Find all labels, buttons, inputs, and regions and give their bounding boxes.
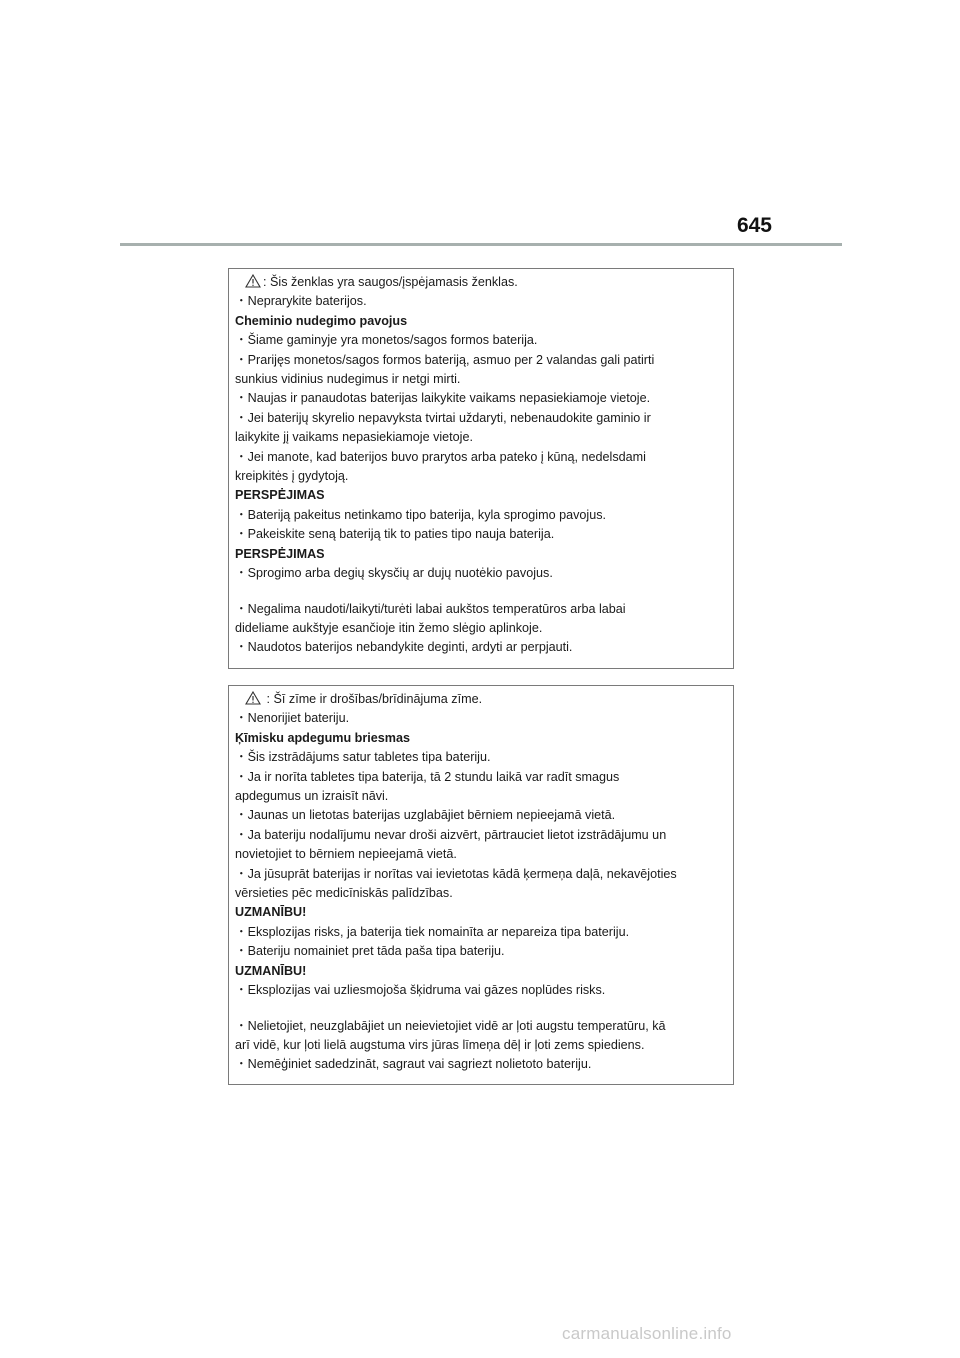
- warning-line: ・Nenorijiet bateriju.: [235, 711, 350, 726]
- warning-box-latvian: [228, 685, 734, 1085]
- watermark: carmanualsonline.info: [562, 1324, 732, 1343]
- warning-line: ・Jei baterijų skyrelio nepavyksta tvirtai uždaryti, nebenaudokite gaminio ir: [235, 410, 651, 425]
- warning-box-lithuanian: [228, 268, 734, 669]
- warning-line: vērsieties pēc medicīniskās palīdzības.: [235, 886, 453, 901]
- warning-title: [235, 690, 727, 709]
- header-rule: [120, 243, 842, 246]
- warning-line: ・Negalima naudoti/laikyti/turėti labai aukštos temperatūros arba labai: [235, 601, 626, 616]
- spacer: [235, 584, 727, 600]
- warning-line: ・Bateriją pakeitus netinkamo tipo baterija, kyla sprogimo pavojus.: [235, 507, 607, 522]
- warning-line: dideliame aukštyje esančioje itin žemo slėgio aplinkoje.: [235, 620, 543, 635]
- warning-heading: PERSPĖJIMAS: [235, 546, 325, 561]
- warning-line: apdegumus un izraisīt nāvi.: [235, 789, 389, 804]
- warning-heading: UZMANĪBU!: [235, 963, 307, 978]
- warning-line: ・Neprarykite baterijos.: [235, 294, 367, 309]
- warning-title-text: : Šī zīme ir drošības/brīdinājuma zīme.: [266, 692, 483, 706]
- warning-line: ・Šiame gaminyje yra monetos/sagos formos baterija.: [235, 333, 538, 348]
- warning-heading: PERSPĖJIMAS: [235, 488, 325, 503]
- warning-line: arī vidē, kur ļoti lielā augstuma virs jūras līmeņa dēļ ir ļoti zems spiediens.: [235, 1037, 645, 1052]
- warning-line: ・Jaunas un lietotas baterijas uzglabājiet bērniem nepieejamā vietā.: [235, 808, 616, 823]
- warning-line: ・Ja jūsuprāt baterijas ir norītas vai ievietotas kādā ķermeņa daļā, nekavējoties: [235, 866, 677, 881]
- warning-line: ・Nelietojiet, neuzglabājiet un neievietojiet vidē ar ļoti augstu temperatūru, kā: [235, 1018, 666, 1033]
- warning-line: ・Šis izstrādājums satur tabletes tipa bateriju.: [235, 750, 491, 765]
- warning-triangle-icon: [245, 691, 261, 705]
- warning-line: ・Eksplozijas vai uzliesmojoša šķidruma vai gāzes noplūdes risks.: [235, 983, 606, 998]
- warning-heading: Cheminio nudegimo pavojus: [235, 313, 408, 328]
- warning-line: ・Naujas ir panaudotas baterijas laikykite vaikams nepasiekiamoje vietoje.: [235, 391, 651, 406]
- warning-heading: UZMANĪBU!: [235, 905, 307, 920]
- warning-heading: Ķīmisku apdegumu briesmas: [235, 730, 410, 745]
- warning-line: novietojiet to bērniem nepieejamā vietā.: [235, 847, 457, 862]
- warning-line: ・Bateriju nomainiet pret tāda paša tipa bateriju.: [235, 944, 505, 959]
- warning-line: ・Prarijęs monetos/sagos formos bateriją, asmuo per 2 valandas gali patirti: [235, 352, 655, 367]
- warning-line: ・Sprogimo arba degių skysčių ar dujų nuotėkio pavojus.: [235, 566, 553, 581]
- spacer: [235, 1001, 727, 1017]
- warning-title-text: : Šis ženklas yra saugos/įspėjamasis ženklas.: [263, 275, 518, 289]
- warning-triangle-icon: [245, 274, 261, 288]
- warning-line: ・Eksplozijas risks, ja baterija tiek nomainīta ar nepareiza tipa bateriju.: [235, 924, 630, 939]
- warning-line: ・Jei manote, kad baterijos buvo prarytos arba pateko į kūną, nedelsdami: [235, 449, 646, 464]
- page-number: 645: [736, 214, 772, 237]
- warning-line: ・Pakeiskite seną bateriją tik to paties tipo nauja baterija.: [235, 527, 555, 542]
- warning-line: ・Ja bateriju nodalījumu nevar droši aizvērt, pārtrauciet lietot izstrādājumu un: [235, 827, 667, 842]
- warning-line: ・Nemēģiniet sadedzināt, sagraut vai sagriezt nolietoto bateriju.: [235, 1057, 592, 1072]
- warning-line: laikykite jį vaikams nepasiekiamoje vietoje.: [235, 430, 473, 445]
- warning-line: ・Naudotos baterijos nebandykite deginti, ardyti ar perpjauti.: [235, 640, 573, 655]
- warning-title: [235, 273, 727, 292]
- warning-line: ・Ja ir norīta tabletes tipa baterija, tā 2 stundu laikā var radīt smagus: [235, 769, 620, 784]
- warning-line: kreipkitės į gydytoją.: [235, 469, 349, 484]
- warning-line: sunkius vidinius nudegimus ir netgi mirti.: [235, 372, 461, 387]
